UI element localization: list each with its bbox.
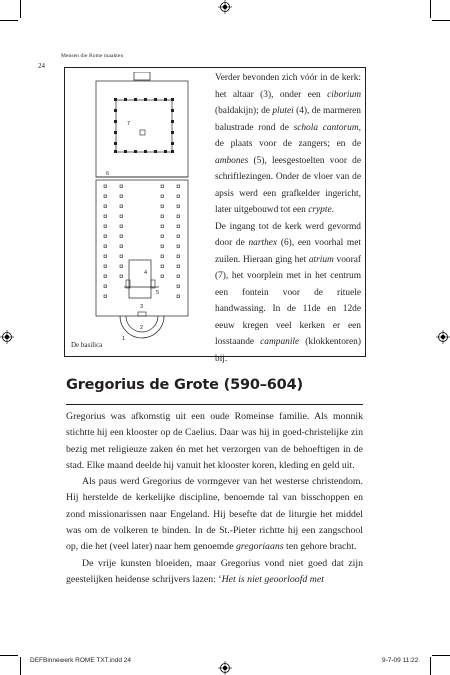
registration-mark-icon xyxy=(436,330,450,344)
registration-mark-icon xyxy=(0,330,14,344)
plan-label-4: 4 xyxy=(144,270,148,276)
body-paragraph: Als paus werd Gregorius de vormgever van het westerse christendom. Hij herstelde de kerkelijke discipline, benoemde tal van bisschoppen en zond missionarissen naar Engeland. Hij besefte dat de liturgie het middel was om de volkeren te binden. In de St.-Pieter richtte hij een zangschool op, die het (veel later) naar hem genoemde gregoriaans ten gehore bracht. xyxy=(66,476,363,553)
crop-mark xyxy=(20,0,21,18)
footer-date: 9-7-09 11:22 xyxy=(382,657,419,664)
figure-caption: De basilica xyxy=(71,341,103,349)
plan-label-1: 1 xyxy=(122,336,126,340)
box-paragraph: Verder bevonden zich vóór in de kerk: het altaar (3), onder een ciborium (baldakijn); de plutei (4), de marmeren balustrade rond de schola cantorum, de plaats voor de zangers; en de ambones (5), leesgestoelten voor de schriftlezingen. Onder de vloer van de apsis werd een grafkelder ingericht, later uitgebouwd tot een crypte. xyxy=(215,73,361,215)
crop-mark xyxy=(20,657,21,675)
box-text xyxy=(215,70,361,367)
crop-mark xyxy=(430,657,431,675)
running-header: Mensen die Rome maakten xyxy=(61,53,124,59)
page-number: 24 xyxy=(38,62,45,70)
crop-mark xyxy=(0,655,18,656)
plan-label-6: 6 xyxy=(106,171,110,177)
crop-mark xyxy=(432,20,450,21)
body-text xyxy=(66,409,363,588)
crop-mark xyxy=(430,0,431,18)
section-rule xyxy=(66,404,363,405)
plan-label-7: 7 xyxy=(127,121,131,127)
basilica-floor-plan xyxy=(84,72,204,340)
crop-mark xyxy=(0,20,18,21)
plan-label-2: 2 xyxy=(140,325,144,331)
section-title: Gregorius de Grote (590–604) xyxy=(66,377,303,393)
registration-mark-icon xyxy=(218,0,232,14)
crop-mark xyxy=(432,655,450,656)
body-paragraph: Gregorius was afkomstig uit een oude Romeinse familie. Als monnik stichtte hij een klooster op de Caelius. Daar was hij in goed-christelijke zin bezig met religieuze zaken én met het verzorgen van de behoeftigen in de stad. Elke maand deelde hij vanuit het klooster koren, kleding en geld uit. xyxy=(66,411,363,471)
registration-mark-icon xyxy=(218,661,232,675)
plan-label-5: 5 xyxy=(156,290,160,296)
body-paragraph: De vrije kunsten bloeiden, maar Gregorius vond niet goed dat zijn geestelijken heidense schrijvers lazen: ‘Het is niet geoorloofd met xyxy=(66,557,363,585)
plan-label-3: 3 xyxy=(140,304,144,310)
box-paragraph: De ingang tot de kerk werd gevormd door de narthex (6), een voorhal met zuilen. Hieraan ging het atrium vooraf (7), het voorplein met in het centrum een fontein voor de rituele handwassing. In de 11de en 12de eeuw kregen veel kerken er een losstaande campanile (klokkentoren) bij. xyxy=(215,221,362,364)
footer-file: DEFBinnewerk ROME TXT.indd 24 xyxy=(30,657,132,664)
